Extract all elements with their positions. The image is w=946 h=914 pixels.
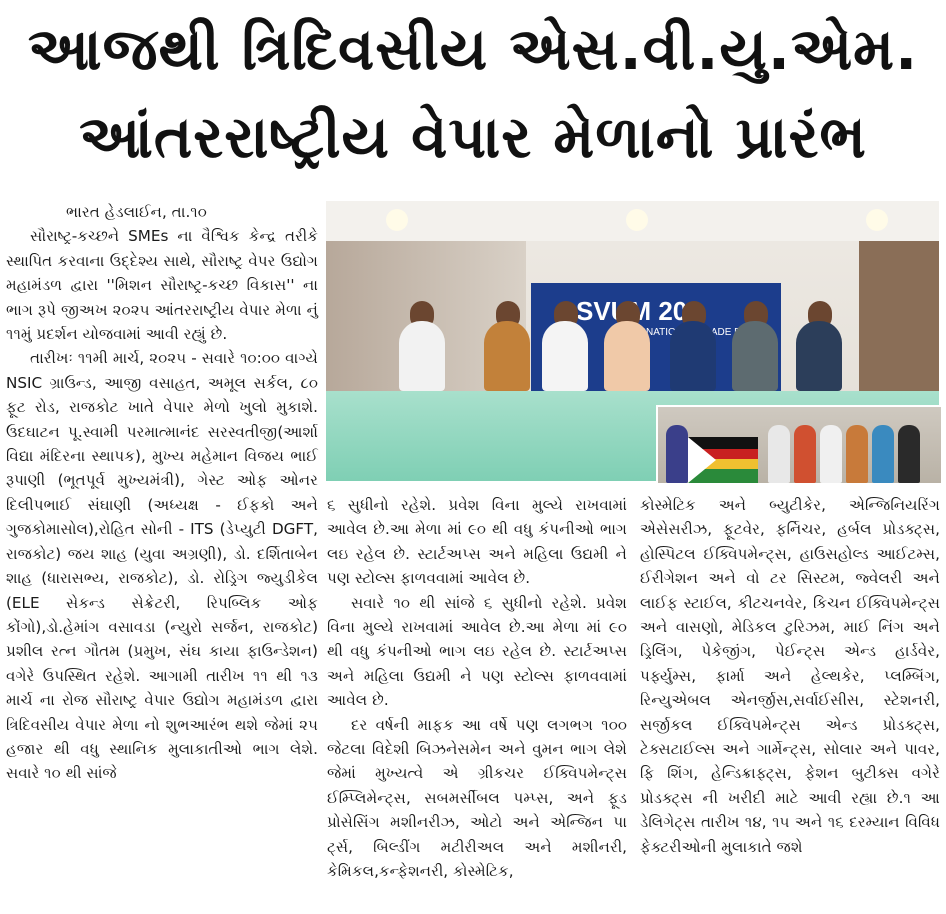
ceiling-light <box>866 209 888 231</box>
person <box>796 321 842 391</box>
paragraph: દર વર્ષની માફક આ વર્ષે પણ લગભગ ૧૦૦ જેટલા વિદેશી બિઝનેસમેન અને વુમન ભાગ લેશે જેમાં મુખ્યત્વે એ ગ્રીકચર ઈક્વિપમેન્ટ્સ ઈમ્પ્લિમેન્ટ્સ, સબમર્સીબલ પમ્પ્સ, અને ફૂડ પ્રોસેસિંગ મશીનરીઝ, ઓટો અને એન્જિન પા ર્ટ્સ, બિલ્ડીંગ મટીરીઅલ અને મશીનરી, કેમિકલ,કન્ફેશનરી, કોસ્મેટિક, <box>327 715 627 881</box>
paragraph: કોસ્મેટિક અને બ્યુટીકેર, એન્જિનિયરિંગ એસેસરીઝ, ફૂટવેર, ફર્નિચર, હર્બલ પ્રોડક્ટ્સ, હોસ્પિટલ ઈક્વિપમેન્ટ્સ, હાઉસહોલ્ડ આઈટમ્સ, ઈરીગેશન અને વો ટર સિસ્ટમ, જ્વેલરી અને લાઈફ સ્ટાઈલ, કીટચનવેર, કિચન ઈક્વિપમેન્ટ્સ અને વાસણો, મેડિકલ ટુરિઝમ, માઈ નિંગ અને ડ્રિલિંગ, પેકેજીંગ, પેઈન્ટ્સ એન્ડ હાર્ડવેર, પર્ફ્યુમ્સ, ફાર્મા અને હેલ્થકેર, પ્લમ્બિંગ, રિન્યુએબલ એનર્જીસ,સર્વાઈસીસ, સ્ટેશનરી, સર્જીકલ ઈક્વિપમેન્ટ્સ એન્ડ પ્રોડક્ટ્સ, ટેક્સટાઈલ્સ અને ગાર્મેન્ટ્સ, સોલાર અને પાવર, ફિ શિંગ, હેન્ડિક્રાફ્ટ્સ, ફેશન બુટીક્સ વગેરે પ્રોડક્ટ્સ ની ખરીદી માટે આવી રહ્યા છે.૧ આ ડેલિગેટ્સ તારીખ ૧૪, ૧૫ અને ૧૬ દરમ્યાન વિવિધ ફેક્ટરીઓની મુલાકાતે જશે <box>640 496 940 856</box>
event-banner-title: SVUM 20 <box>576 296 688 326</box>
ceiling-light <box>386 209 408 231</box>
person <box>484 321 530 391</box>
person <box>898 425 920 483</box>
photo-door <box>859 241 939 391</box>
person <box>604 321 650 391</box>
article-column-right <box>640 493 940 859</box>
paragraph: સૌરાષ્ટ્ર-કચ્છને SMEs ના વૈશ્વિક કેન્દ્ર તરીકે સ્થાપિત કરવાના ઉદ્દેશ્ય સાથે, સૌરાષ્ટ્ર વેપર ઉદ્યોગ મહામંડળ દ્વારા ''મિશન સૌરાષ્ટ્ર-કચ્છ વિકાસ'' ના ભાગ રૂપે જીઅખ ૨૦૨૫ આંતરરાષ્ટ્રીય વેપાર મેળા નું ૧૧મું પ્રદર્શન યોજવામાં આવી રહ્યું છે. <box>6 227 318 344</box>
paragraph: સવારે ૧૦ થી સાંજે ૬ સુધીનો રહેશે. પ્રવેશ વિના મુલ્યે રાખવામાં આવેલ છે.આ મેળા માં ૯૦ થી વધુ કંપનીઓ ભાગ લઇ રહેલ છે. સ્ટાર્ટઅપ્સ અને મહિલા ઉદ્યમી ને પણ સ્ટોલ્સ ફાળવવામાં આવેલ છે. <box>327 593 627 710</box>
headline-line-2: આંતરરાષ્ટ્રીય વેપાર મેળાનો પ્રારંભ <box>79 103 867 171</box>
person <box>872 425 894 483</box>
person <box>820 425 842 483</box>
paragraph: ૬ સુધીનો રહેશે. પ્રવેશ વિના મુલ્યે રાખવામાં આવેલ છે.આ મેળા માં ૯૦ થી વધુ કંપનીઓ ભાગ લઇ રહેલ છે. સ્ટાર્ટઅપ્સ અને મહિલા ઉદ્યમી ને પણ સ્ટોલ્સ ફાળવવામાં આવેલ છે. <box>327 496 627 588</box>
byline: ભારત હેડલાઈન, તા.૧૦ <box>66 203 207 221</box>
article-column-left <box>6 200 318 786</box>
person <box>732 321 778 391</box>
article-column-middle <box>327 493 627 884</box>
person <box>542 321 588 391</box>
person <box>794 425 816 483</box>
person <box>846 425 868 483</box>
ceiling-light <box>626 209 648 231</box>
headline-line-1: આજથી ત્રિદિવસીય એસ.વી.યુ.એમ. <box>27 15 919 83</box>
inset-photo <box>656 405 943 485</box>
paragraph: તારીખઃ ૧૧મી માર્ચ, ૨૦૨૫ - સવારે ૧૦:૦૦ વાગ્યે NSIC ગ્રાઉન્ડ, આજી વસાહત, અમૂલ સર્કલ, ૮૦ ફૂટ રોડ, રાજકોટ ખાતે વેપાર મેળો ખુલો મુકાશે. ઉદઘાટન પૂ.સ્વામી પરમાત્માનંદ સરસ્વતીજી(આર્શા વિદ્યા મંદિરના સ્થાપક), મુખ્ય મહેમાન વિજય ભાઈ રૂપાણી (ભૂતપૂર્વ મુખ્યમંત્રી), ગેસ્ટ ઓફ ઓનર દિલીપભાઈ સંઘાણી (અધ્યક્ષ - ઈફકો અને ગુજકોમાસોલ),રોહિત સોની - ITS (ડેપ્યુટી DGFT, રાજકોટ) જય શાહ (યુવા અગ્રણી), ડો. દર્શિતાબેન શાહ (ધારાસભ્ય, રાજકોટ), ડો. રોડ્રિગ જ્યુડીકેલ (ELE સેકન્ડ સેક્રેટરી, રિપબ્લિક ઓફ કોંગો),ડો.હેમાંગ વસાવડા (ન્યુરો સર્જન, રાજકોટ) પ્રશીલ રત્ન ગૌતમ (પ્રમુખ, સંઘ કાયા ફાઉન્ડેશન) વગેરે ઉપસ્થિત રહેશે. આગામી તારીખ ૧૧ થી ૧૩ માર્ચ ના રોજ સૌરાષ્ટ્ર વેપાર ઉદ્યોગ મહામંડળ દ્વારા ત્રિદિવસીય વેપાર મેળા નો શુભઆરંભ થશે જેમાં ૨૫ હજાર થી વધુ સ્થાનિક મુલાકાતીઓ ભાગ લેશે. સવારે ૧૦ થી સાંજે <box>6 349 318 783</box>
event-banner-subtitle: INTERNATIONAL TRADE <box>616 327 732 338</box>
person <box>666 425 688 483</box>
person <box>399 321 445 391</box>
person <box>768 425 790 483</box>
flag-triangle <box>688 437 716 483</box>
person <box>670 321 716 391</box>
